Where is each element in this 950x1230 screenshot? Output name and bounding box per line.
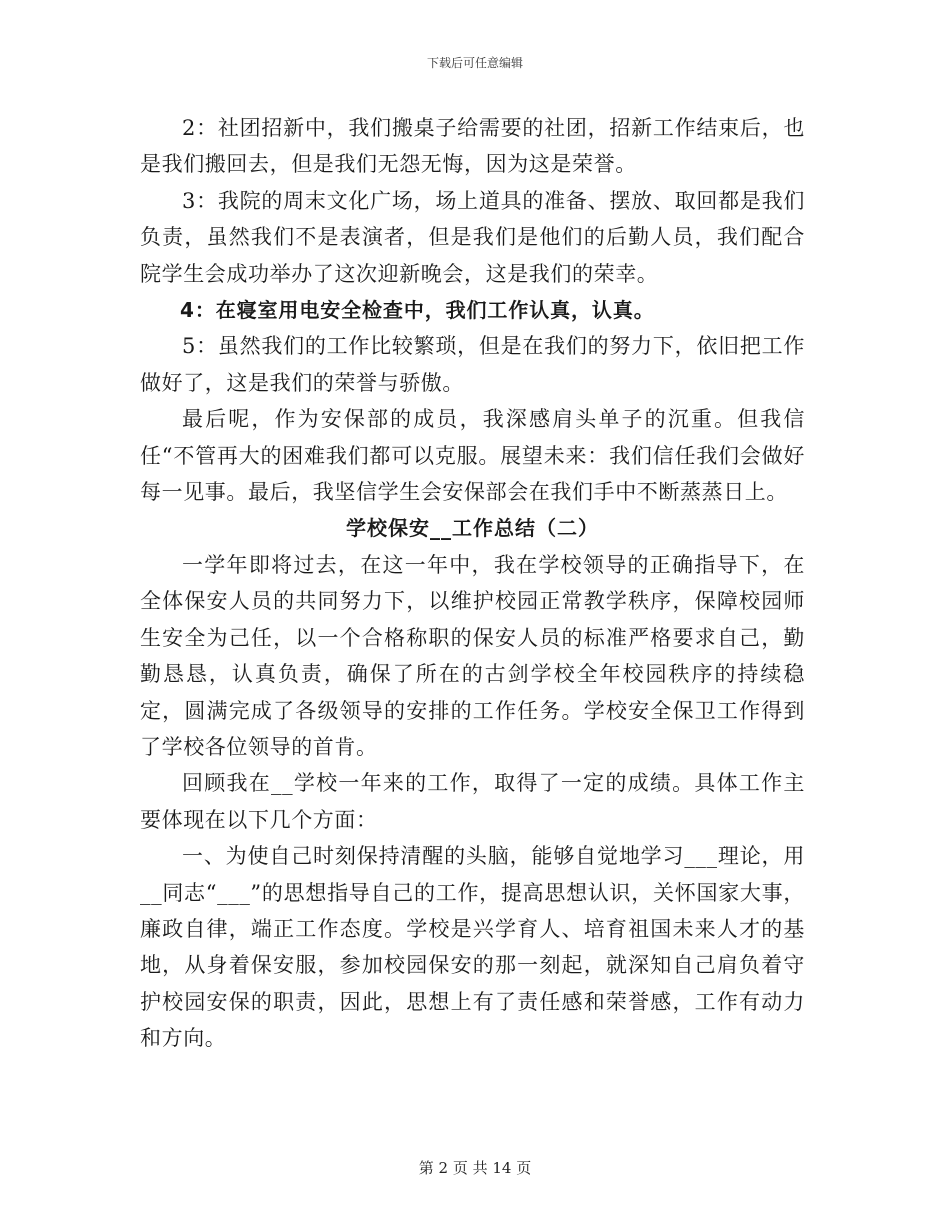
paragraph-item-4: 4：在寝室用电安全检查中，我们工作认真，认真。: [180, 298, 655, 323]
page-number: 第 2 页 共 14 页: [418, 1159, 532, 1177]
paragraph-item-3: 3：我院的周末文化广场，场上道具的准备、摆放、取回都是我们负责，虽然我们不是表演者，但是我们是他们的后勤人员，我们配合院学生会成功举办了这次迎新晚会，这是我们的荣幸。: [140, 188, 805, 286]
paragraph-item-2: 2：社团招新中，我们搬桌子给需要的社团，招新工作结束后，也是我们搬回去，但是我们无怨无悔，因为这是荣誉。: [140, 116, 805, 177]
paragraph-point-1: 一、为使自己时刻保持清醒的头脑，能够自觉地学习___理论，用__同志“___”的思想指导自己的工作，提高思想认识，关怀国家大事，廉政自律，端正工作态度。学校是兴学育人、培育祖国未来人才的基地，从身着保安服，参加校园保安的那一刻起，就深知自己肩负着守护校园安保的职责，因此，思想上有了责任感和荣誉感，工作有动力和方向。: [140, 844, 805, 1051]
paragraph-intro: 一学年即将过去，在这一年中，我在学校领导的正确指导下，在全体保安人员的共同努力下，以维护校园正常教学秩序，保障校园师生安全为己任，以一个合格称职的保安人员的标准严格要求自己，勤勤恳恳，认真负责，确保了所在的古剑学校全年校园秩序的持续稳定，圆满完成了各级领导的安排的工作任务。学校安全保卫工作得到了学校各位领导的首肯。: [140, 552, 805, 759]
document-body: [140, 110, 805, 1057]
paragraph-item-5: 5：虽然我们的工作比较繁琐，但是在我们的努力下，依旧把工作做好了，这是我们的荣誉与骄傲。: [140, 334, 805, 395]
header-note: 下载后可任意编辑: [426, 56, 523, 70]
section-title: 学校保安__工作总结（二）: [346, 516, 599, 541]
paragraph-review: 回顾我在__学校一年来的工作，取得了一定的成绩。具体工作主要体现在以下几个方面：: [140, 771, 805, 832]
paragraph-closing: 最后呢，作为安保部的成员，我深感肩头单子的沉重。但我信任“不管再大的困难我们都可以克服。展望未来：我们信任我们会做好每一见事。最后，我坚信学生会安保部会在我们手中不断蒸蒸日上。: [140, 407, 805, 505]
